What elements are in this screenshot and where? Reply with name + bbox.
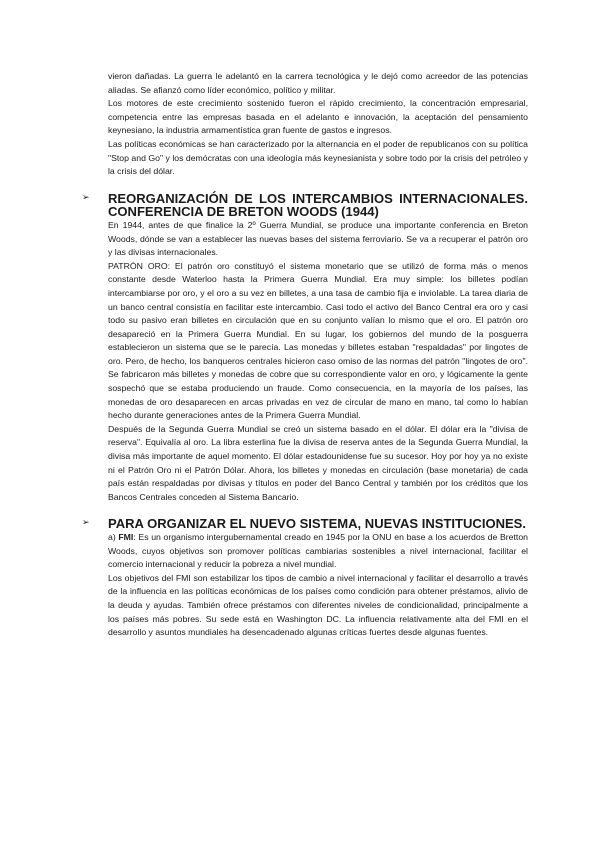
section-heading — [82, 516, 528, 532]
fmi-label: FMI — [118, 532, 134, 542]
section-breton-woods — [82, 190, 528, 505]
list-marker: a) — [108, 532, 119, 542]
section-title: REORGANIZACIÓN DE LOS INTERCAMBIOS INTERNACIONALES. CONFERENCIA DE BRETON WOODS (1944) — [108, 190, 528, 220]
document-page — [82, 70, 528, 640]
section-new-institutions — [82, 516, 528, 639]
section-title: PARA ORGANIZAR EL NUEVO SISTEMA, NUEVAS INSTITUCIONES. — [108, 516, 526, 532]
fmi-objectives-paragraph: Los objetivos del FMI son estabilizar los tipos de cambio a nivel internacional y facilitar el desarrollo a través de la influencia en las políticas económicas de los países como condición para obtener préstamos, alivio de la deuda y ayudas. También ofrece préstamos con diferentes niveles de condicionalidad, principalmente a los países más pobres. Su sede está en Washington DC. La influencia relativamente alta del FMI en el desarrollo y asuntos mundiales ha desencadenado algunas críticas fuertes desde algunas fuentes. — [108, 572, 528, 638]
fmi-definition: : Es un organismo intergubernamental creado en 1945 por la ONU en base a los acuerdos de Bretton Woods, cuyos objetivos son promover políticas cambiarias sostenibles a nivel internacional, facilitar el comercio internacional y reducir la pobreza a nivel mundial. — [108, 532, 528, 570]
arrow-bullet-icon: ➢ — [82, 518, 90, 529]
section-paragraph: En 1944, antes de que finalice la 2º Guerra Mundial, se produce una importante conferencia en Breton Woods, dónde se van a establecer las nuevas bases del sistema ferroviario. Se va a recuperar el patrón oro y las divisas internacionales. — [108, 219, 528, 258]
dollar-standard-paragraph: Después de la Segunda Guerra Mundial se creó un sistema basado en el dólar. El dólar era la "divisa de reserva". Equivalía al oro. La libra esterlina fue la divisa de reserva antes de la Segunda Guerra Mundial, la divisa más importante de aquel momento. El dólar estadounidense fue su sucesor. Hoy por hoy ya no existe ni el Patrón Oro ni el Patrón Dólar. Ahora, los billetes y monedas en circulación (base monetaria) de cada país están respaldadas por divisas y títulos en poder del Banco Central y también por los créditos que los Bancos Centrales conceden al Sistema Bancario. — [108, 423, 528, 502]
fmi-paragraph — [108, 531, 528, 572]
intro-paragraph-3: Las políticas económicas se han caracterizado por la alternancia en el poder de republicanos con su política "Stop and Go" y los demócratas con una ideología más keynesianista y sobre todo por la crisis del petróleo y la crisis del dólar. — [108, 138, 528, 177]
intro-paragraph-1: vieron dañadas. La guerra le adelantó en la carrera tecnológica y le dejó como acreedor de las potencias aliadas. Se afianzó como líder económico, político y militar. — [108, 71, 528, 95]
section-heading — [82, 190, 528, 220]
arrow-bullet-icon: ➢ — [82, 192, 90, 203]
intro-paragraph-2: Los motores de este crecimiento sostenido fueron el rápido crecimiento, la concentración empresarial, competencia entre las empresas basada en el adelanto e innovación, la aceptación del pensamiento keynesiano, la industria armamentística gran fuente de gastos e ingresos. — [108, 98, 528, 136]
gold-standard-paragraph: PATRÓN ORO: El patrón oro constituyó el sistema monetario que se utilizó de forma más o menos constante desde Waterloo hasta la Primera Guerra Mundial. Era muy simple: los billetes podían intercambiarse por oro, y el oro a su vez en billetes, a una tasa de cambio fija e inviolable. La tarea diaria de un banco central consistía en facilitar este intercambio. Casi todo el activo del Banco Central era oro y casi todo su pasivo eran billetes en circulación que en su conjunto valían lo mismo que el oro. El patrón oro desapareció en la Primera Guerra Mundial. En su lugar, los gobiernos del mundo de la posguerra establecieron un sistema que se le parecía. Las monedas y billetes estaban "respaldadas" por lingotes de oro. Pero, de hecho, los banqueros centrales hicieron caso omiso de las normas del patrón "lingotes de oro". Se fabricaron más billetes y monedas de cobre que su correspondiente valor en oro, y lógicamente la gente sospechó que se estaba produciendo un fraude. Como consecuencia, en la mayoría de los países, las monedas de oro desaparecen en arcas privadas en vez de circular de mano en mano, tal como lo habían hecho durante generaciones antes de la Primera Guerra Mundial. — [108, 260, 528, 421]
